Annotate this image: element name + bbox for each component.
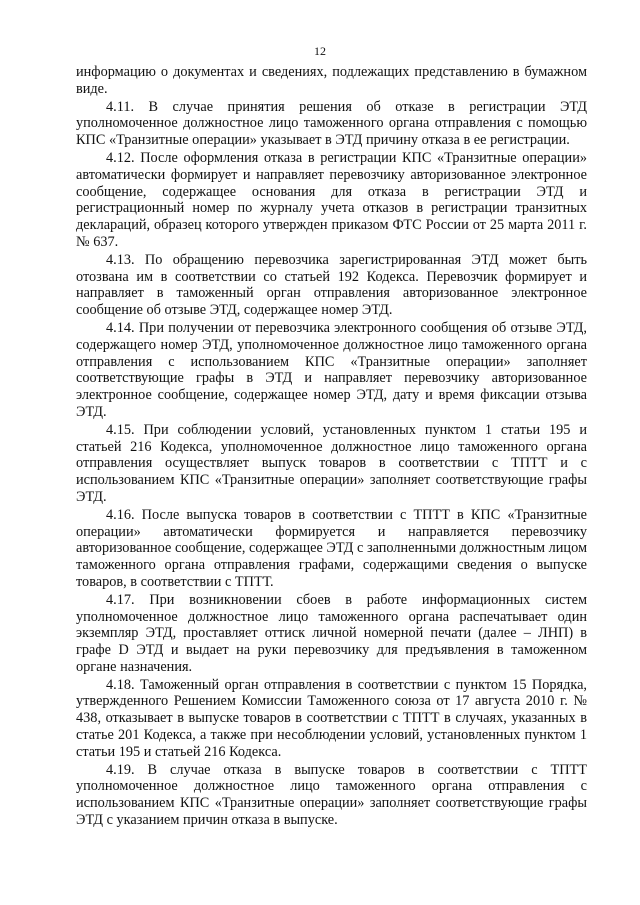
document-body (76, 64, 587, 829)
paragraph: 4.18. Таможенный орган отправления в соответствии с пунктом 15 Порядка, утвержденного Решением Комиссии Таможенного союза от 17 августа 2010 г. № 438, отказывает в выпуске товаров в соответствии с ТПТТ в случаях, указанных в статье 201 Кодекса, а также при несоблюдении условий, установленных пунктом 1 статьи 195 и статьей 216 Кодекса. (76, 676, 587, 760)
page-number: 12 (314, 44, 326, 58)
paragraph: 4.16. После выпуска товаров в соответствии с ТПТТ в КПС «Транзитные операции» автоматически формируется и направляется перевозчику авторизованное сообщение, содержащее ЭТД с заполненными должностным лицом таможенного органа отправления графами, содержащими сведения о выпуске товаров, в соответствии с ТПТТ. (76, 506, 587, 590)
paragraph: 4.17. При возникновении сбоев в работе информационных систем уполномоченное должностное лицо таможенного органа распечатывает один экземпляр ЭТД, проставляет оттиск личной номерной печати (далее – ЛНП) в графе D ЭТД и выдает на руки перевозчику для предъявления в таможенном органе назначения. (76, 591, 587, 675)
paragraph: 4.14. При получении от перевозчика электронного сообщения об отзыве ЭТД, содержащего номер ЭТД, уполномоченное должностное лицо таможенного органа отправления с использованием КПС «Транзитные операции» заполняет соответствующие графы в ЭТД и направляет перевозчику авторизованное электронное сообщение, содержащее номер ЭТД, дату и время фиксации отзыва ЭТД. (76, 319, 587, 420)
paragraph: 4.13. По обращению перевозчика зарегистрированная ЭТД может быть отозвана им в соответствии со статьей 192 Кодекса. Перевозчик формирует и направляет в таможенный орган отправления авторизованное электронное сообщение об отзыве ЭТД, содержащее номер ЭТД. (76, 251, 587, 319)
paragraph: 4.12. После оформления отказа в регистрации КПС «Транзитные операции» автоматически формирует и направляет перевозчику авторизованное электронное сообщение, содержащее основания для отказа в регистрации ЭТД и регистрационный номер по журналу учета отказов в регистрации транзитных деклараций, образец которого утвержден приказом ФТС России от 25 марта 2011 г. № 637. (76, 149, 587, 250)
paragraph: 4.11. В случае принятия решения об отказе в регистрации ЭТД уполномоченное должностное лицо таможенного органа отправления с помощью КПС «Транзитные операции» указывает в ЭТД причину отказа в ее регистрации. (76, 98, 587, 149)
paragraph: 4.19. В случае отказа в выпуске товаров в соответствии с ТПТТ уполномоченное должностное лицо таможенного органа отправления с использованием КПС «Транзитные операции» заполняет соответствующие графы ЭТД с указанием причин отказа в выпуске. (76, 761, 587, 829)
paragraph: 4.15. При соблюдении условий, установленных пунктом 1 статьи 195 и статьей 216 Кодекса, уполномоченное должностное лицо таможенного органа отправления осуществляет выпуск товаров в соответствии с ТПТТ и с использованием КПС «Транзитные операции» заполняет соответствующие графы ЭТД. (76, 421, 587, 505)
paragraph-continuation: информацию о документах и сведениях, подлежащих представлению в бумажном виде. (76, 64, 587, 97)
